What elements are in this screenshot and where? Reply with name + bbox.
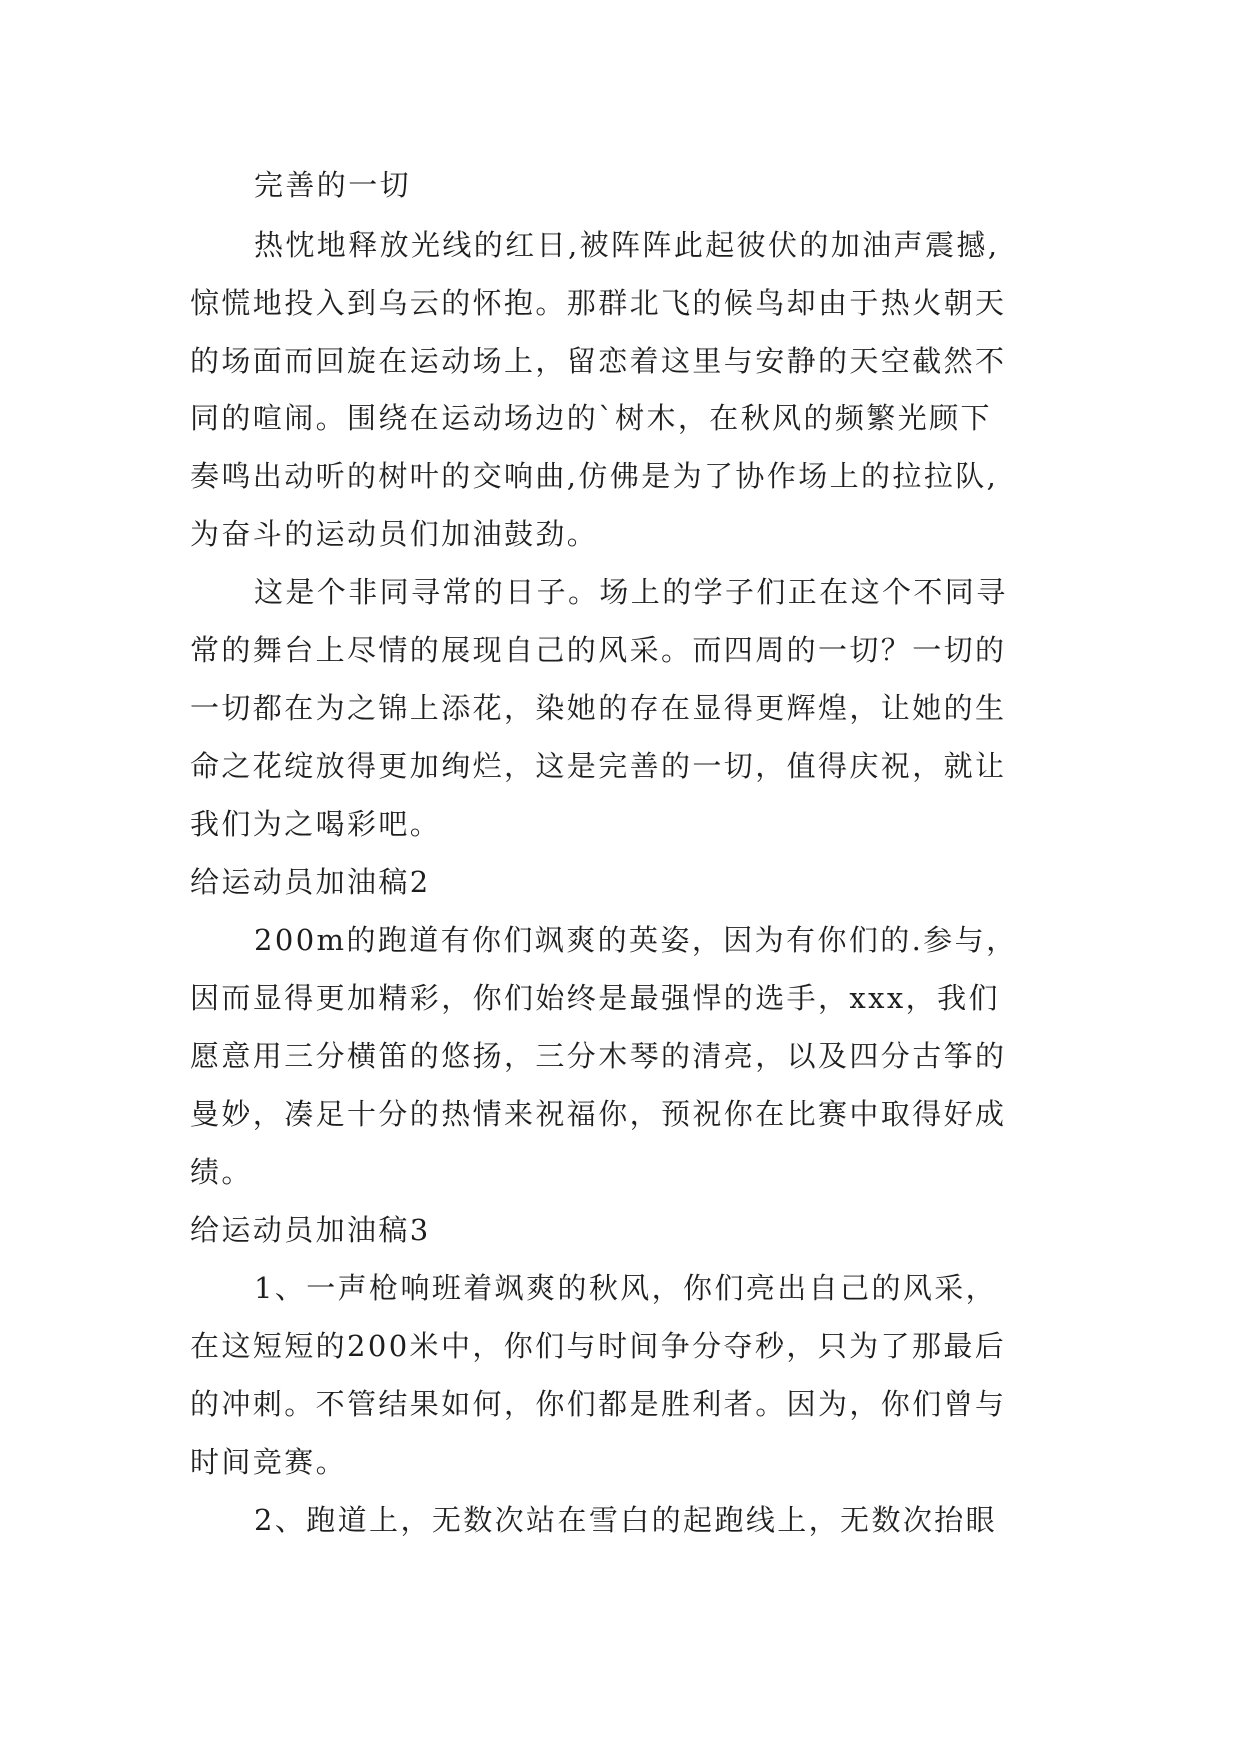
section-heading: 给运动员加油稿3 — [190, 1213, 431, 1247]
paragraph-line: 200m的跑道有你们飒爽的英姿，因为有你们的.参与， — [254, 923, 1018, 957]
paragraph-line: 热忱地释放光线的红日,被阵阵此起彼伏的加油声震撼, — [254, 228, 1000, 262]
paragraph-heading: 完善的一切 — [254, 168, 412, 202]
paragraph-line: 奏鸣出动听的树叶的交响曲,仿佛是为了协作场上的拉拉队, — [190, 459, 999, 493]
paragraph-line: 在这短短的200米中，你们与时间争分夺秒，只为了那最后 — [190, 1329, 1007, 1363]
paragraph-line: 这是个非同寻常的日子。场上的学子们正在这个不同寻 — [254, 575, 1008, 609]
paragraph-line: 2、跑道上，无数次站在雪白的起跑线上，无数次抬眼 — [254, 1503, 998, 1537]
paragraph-line: 一切都在为之锦上添花，染她的存在显得更辉煌，让她的生 — [190, 691, 1007, 725]
paragraph-line: 的冲刺。不管结果如何，你们都是胜利者。因为，你们曾与 — [190, 1387, 1007, 1421]
paragraph-line: 命之花绽放得更加绚烂，这是完善的一切，值得庆祝，就让 — [190, 749, 1007, 783]
paragraph-line: 1、一声枪响班着飒爽的秋风，你们亮出自己的风采， — [254, 1271, 998, 1305]
paragraph-line: 惊慌地投入到乌云的怀抱。那群北飞的候鸟却由于热火朝天 — [190, 286, 1007, 320]
paragraph-line: 的场面而回旋在运动场上，留恋着这里与安静的天空截然不 — [190, 344, 1007, 378]
paragraph-line: 为奋斗的运动员们加油鼓劲。 — [190, 517, 599, 551]
paragraph-line: 我们为之喝彩吧。 — [190, 807, 442, 841]
paragraph-line: 愿意用三分横笛的悠扬，三分木琴的清亮，以及四分古筝的 — [190, 1039, 1007, 1073]
paragraph-line: 绩。 — [190, 1155, 253, 1189]
paragraph-line: 曼妙，凑足十分的热情来祝福你，预祝你在比赛中取得好成 — [190, 1097, 1007, 1131]
section-heading: 给运动员加油稿2 — [190, 865, 431, 899]
paragraph-line: 时间竞赛。 — [190, 1445, 348, 1479]
paragraph-line: 同的喧闹。围绕在运动场边的`树木，在秋风的频繁光顾下 — [190, 401, 992, 435]
paragraph-line: 因而显得更加精彩，你们始终是最强悍的选手，xxx，我们 — [190, 981, 1000, 1015]
paragraph-line: 常的舞台上尽情的展现自己的风采。而四周的一切？一切的 — [190, 633, 1007, 667]
